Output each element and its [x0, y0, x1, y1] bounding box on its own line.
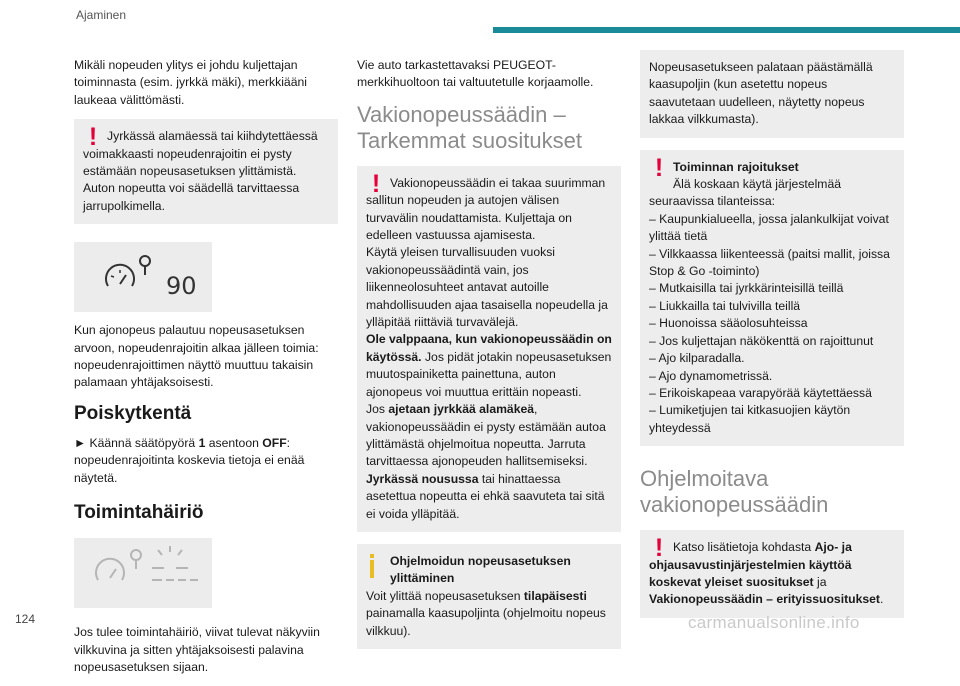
fault-display-figure — [74, 538, 212, 608]
warning-icon: ! — [654, 153, 664, 182]
info-box — [640, 50, 904, 138]
warning-text: estämään nopeusasetuksen ylittämistä. Auton nopeutta voi säädellä tarvittaessa jarrupolkimella. — [83, 164, 300, 213]
heading-ohjelmoitava: Ohjelmoitava vakionopeussäädin — [640, 466, 829, 518]
paragraph: Kun ajonopeus palautuu nopeusasetuksen arvoon, nopeudenrajoitin alkaa jälleen toimia: nopeudenrajoittimen näyttö muuttuu takaisin palamaan yhtäjaksoisesti. — [74, 323, 319, 390]
speed-value: 90 — [166, 272, 197, 301]
list-item: – Huonoissa sääolosuhteissa — [649, 316, 808, 331]
warning-icon: ! — [88, 123, 98, 152]
list-item: – Liukkailla tai tulvivilla teillä — [649, 298, 801, 313]
heading-vakionopeussaadin-suositukset: Vakionopeussäädin – Tarkemmat suositukset — [357, 101, 582, 153]
heading-poiskytkenta: Poiskytkentä — [74, 402, 192, 424]
paragraph: Vie auto tarkastettavaksi PEUGEOT-merkkihuoltoon tai valtuutetulle korjaamolle. — [357, 58, 594, 90]
column-1 — [74, 57, 338, 686]
page-number: 124 — [15, 612, 36, 626]
speed-limiter-display-figure — [74, 242, 212, 312]
list-item: – Kaupunkialueella, jossa jalankulkijat voivat ylittää tietä — [649, 211, 889, 244]
section-title: Ajaminen — [76, 8, 127, 22]
list-item: – Ajo dynamometrissä. — [649, 368, 773, 383]
paragraph: Mikäli nopeuden ylitys ei johdu kuljettajan toiminnasta (esim. jyrkkä mäki), merkkiääni laukeaa välittömästi. — [74, 58, 307, 107]
info-note: Ohjelmoidun nopeusasetuksen ylittäminen Voit ylittää nopeusasetuksen tilapäisesti painamalla kaasupoljinta (ohjelmoitu nopeus vilkkuu). — [357, 544, 621, 649]
list-item: – Mutkaisilla tai jyrkkärinteisillä teillä — [649, 281, 844, 296]
arrow-icon: ► — [74, 435, 87, 450]
paragraph-off: ► Käännä säätöpyörä 1 asentoon OFF: nopeudenrajoitinta koskevia tietoja ei enää näytetä. — [74, 435, 305, 485]
heading-toimintahairio: Toimintahäiriö — [74, 502, 204, 524]
list-item: – Ajo kilparadalla. — [649, 351, 745, 366]
info-icon — [369, 554, 375, 578]
list-item: – Jos kuljettajan näkökenttä on rajoittunut — [649, 333, 874, 348]
list-item: – Lumiketjujen tai kitkasuojien käytön yhteydessä — [649, 403, 851, 435]
header-accent-bar — [493, 27, 960, 33]
list-item: – Erikoiskapeaa varapyörää käytettäessä — [649, 385, 872, 400]
warning-note: ! Vakionopeussäädin ei takaa suurimman sallitun nopeuden ja autojen välisen turvavälin noudattamista. Kuljettaja on edelleen vastuussa ajamisesta. Käytä yleisen turvallisuuden vuoksi vakionopeussäädintä vain, jos liikenneolosuhteet antavat autoille mahdollisuuden ajaa tasaisella nopeudella ja ylläpitää riittäviä turvavälejä. Ole valppaana, kun vakionopeussäädin on käytössä. Jos pidät jotakin nopeusasetuksen muutospainiketta painettuna, auton ajonopeus voi muuttua erittäin nopeasti. Jos ajetaan jyrkkää alamäkeä, vakionopeussäädin ei pysty estämään autoa ylittämästä ohjelmoitua nopeutta. Jarruta tarvittaessa ajonopeuden hallitsemiseksi. Jyrkässä nousussa tai hinattaessa asetettua nopeutta ei ehkä saavuteta tai sitä ei voida ylläpitää. — [357, 166, 621, 532]
warning-icon: ! — [371, 169, 381, 198]
paragraph: Jos tulee toimintahäiriö, viivat tulevat näkyviin vilkkuvina ja sitten yhtäjaksoisesti palavina nopeusasetuksen sijaan. — [74, 625, 320, 674]
column-3 — [640, 50, 904, 630]
list-item: – Vilkkaassa liikenteessä (paitsi mallit, joissa Stop & Go -toiminto) — [649, 246, 890, 279]
column-2 — [357, 57, 621, 661]
warning-text-first: Jyrkässä alamäessä tai kiihdytettäessä voimakkaasti nopeudenrajoitin ei pysty — [83, 129, 318, 161]
warning-note-limitations: ! Toiminnan rajoitukset Älä koskaan käytä järjestelmää seuraavissa tilanteissa: – Kaupunkialueella, jossa jalankulkijat voivat ylittää tietä – Vilkkaassa liikenteessä (paitsi mallit, joissa Stop & Go -toiminto) – Mutkaisilla tai jyrkkärinteisillä teillä – Liukkailla tai tulvivilla teillä – Huonoissa sääolosuhteissa – Jos kuljettajan näkökenttä on rajoittunut – Ajo kilparadalla. – Ajo dynamometrissä. – Erikoiskapeaa varapyörää käytettäessä – Lumiketjujen tai kitkasuojien käytön yhteydessä — [640, 150, 904, 447]
paragraph: Nopeusasetukseen palataan päästämällä kaasupoljin (kun asetettu nopeus saavutetaan uudelleen, näytetty nopeus lakkaa vilkkumasta). — [649, 60, 873, 127]
warning-icon: ! — [654, 534, 664, 563]
speedometer-icon — [74, 242, 212, 312]
speedometer-dashes-icon — [74, 538, 212, 608]
warning-note: ! Katso lisätietoja kohdasta Ajo- ja ohjausavustinjärjestelmien käyttöä koskevat yleiset suositukset ja Vakionopeussäädin – erityissuositukset. — [640, 530, 904, 618]
watermark: carmanualsonline.info — [688, 613, 860, 632]
warning-note — [74, 119, 338, 224]
